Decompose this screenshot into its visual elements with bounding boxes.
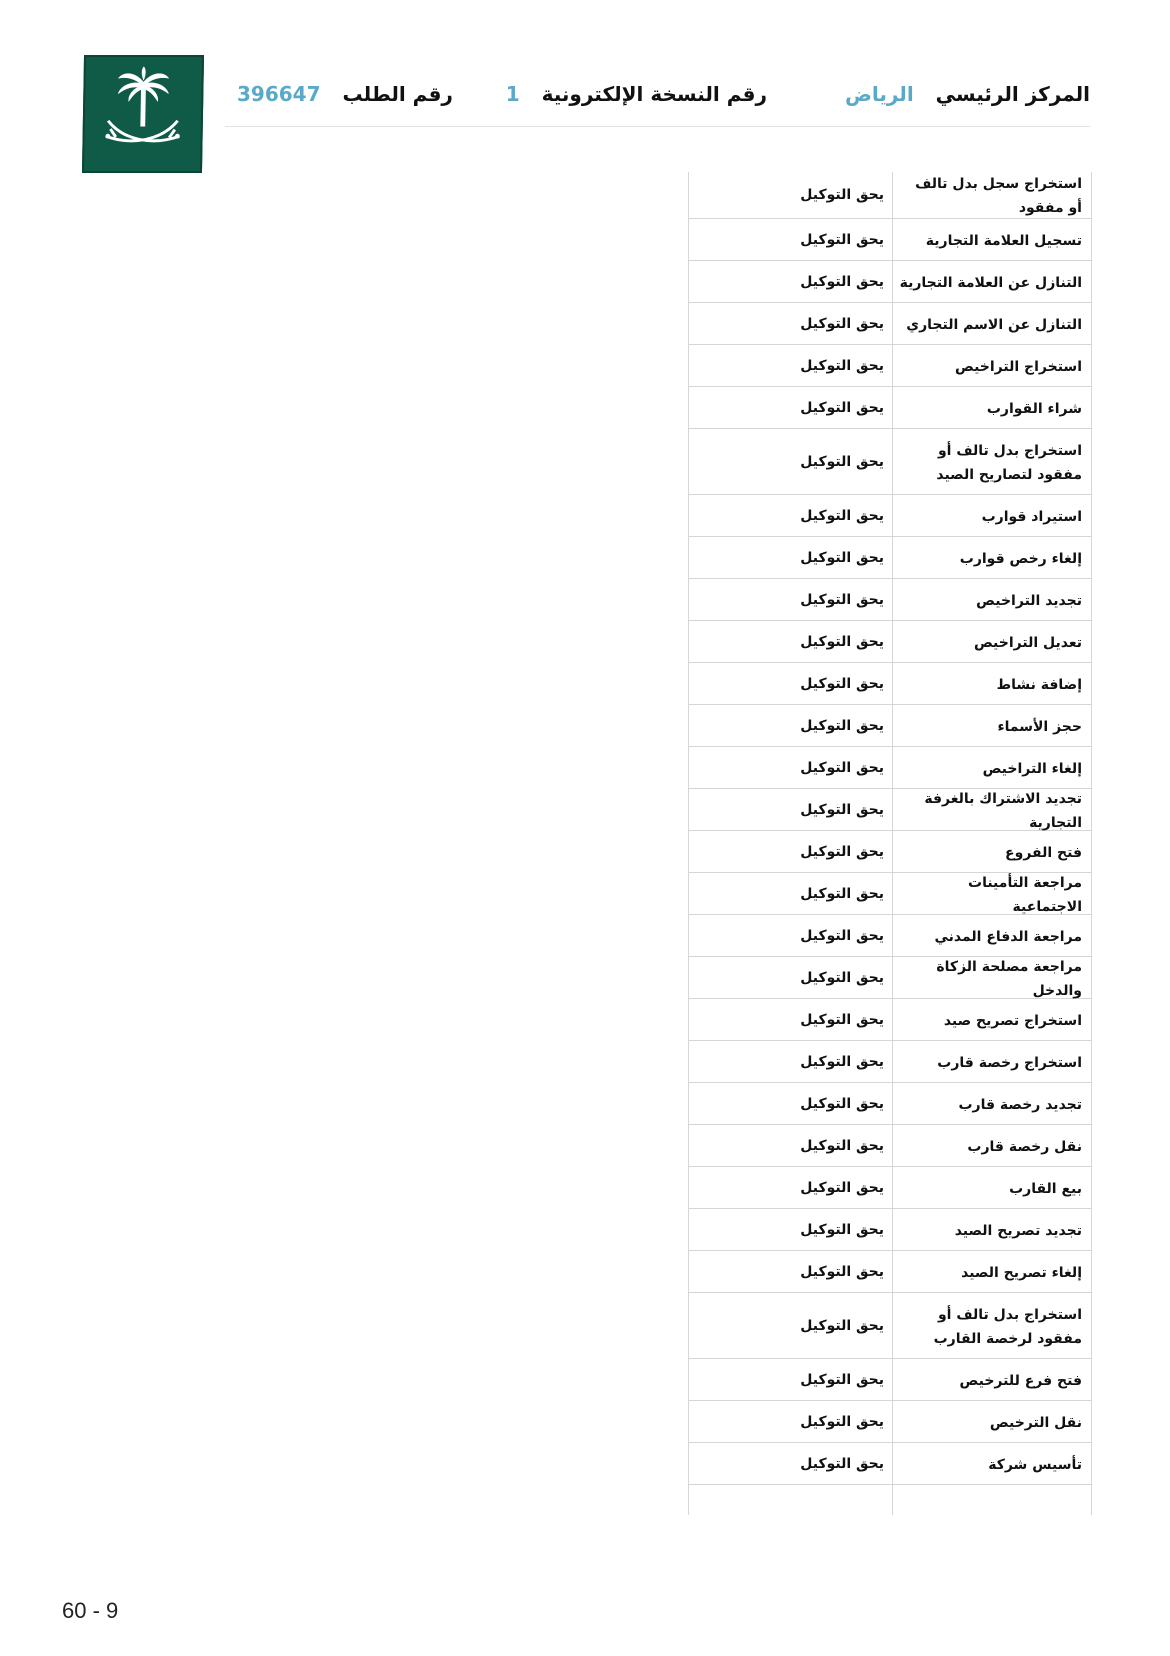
saudi-emblem-icon [82, 55, 204, 173]
authorization-cell: يحق التوكيل [800, 1221, 884, 1238]
service-name-cell: تسجيل العلامة التجارية [892, 219, 1091, 260]
table-row [689, 705, 1091, 747]
authorization-cell: يحق التوكيل [800, 453, 884, 470]
authorization-cell: يحق التوكيل [800, 399, 884, 416]
authorization-cell: يحق التوكيل [800, 1263, 884, 1280]
authorization-cell: يحق التوكيل [800, 801, 884, 818]
authorization-cell: يحق التوكيل [800, 675, 884, 692]
authorization-cell: يحق التوكيل [800, 315, 884, 332]
table-row [689, 1443, 1091, 1485]
service-name-cell: تجديد الاشتراك بالغرفة التجارية [892, 789, 1091, 830]
table-row [689, 1167, 1091, 1209]
table-row [689, 789, 1091, 831]
table-row [689, 1083, 1091, 1125]
page-number: 60 - 9 [62, 1598, 119, 1623]
service-name-cell: تجديد رخصة قارب [892, 1083, 1091, 1124]
service-name-cell: بيع القارب [892, 1167, 1091, 1208]
authorization-cell: يحق التوكيل [800, 717, 884, 734]
service-name-cell: حجز الأسماء [892, 705, 1091, 746]
table-row [689, 747, 1091, 789]
request-number-label: رقم الطلب [342, 82, 453, 106]
authorization-cell: يحق التوكيل [800, 1413, 884, 1430]
authorization-cell: يحق التوكيل [800, 759, 884, 776]
authorization-cell: يحق التوكيل [800, 231, 884, 248]
table-row [689, 429, 1091, 495]
service-name-cell: مراجعة التأمينات الاجتماعية [892, 873, 1091, 914]
authorization-cell: يحق التوكيل [800, 1053, 884, 1070]
authorization-cell: يحق التوكيل [800, 1137, 884, 1154]
table-row [689, 219, 1091, 261]
table-row [689, 1125, 1091, 1167]
service-name-cell: التنازل عن الاسم التجاري [892, 303, 1091, 344]
empty-cell [892, 1485, 1091, 1515]
authorization-cell: يحق التوكيل [800, 927, 884, 944]
service-name-cell: استخراج رخصة قارب [892, 1041, 1091, 1082]
service-name-cell: فتح فرع للترخيص [892, 1359, 1091, 1400]
service-name-cell: إلغاء تصريح الصيد [892, 1251, 1091, 1292]
authorization-cell: يحق التوكيل [800, 591, 884, 608]
authorization-cell: يحق التوكيل [800, 1455, 884, 1472]
table-row [689, 537, 1091, 579]
service-name-cell: تجديد التراخيص [892, 579, 1091, 620]
table-row [689, 579, 1091, 621]
table-row [689, 1293, 1091, 1359]
table-row [689, 261, 1091, 303]
empty-cell [689, 1485, 892, 1515]
service-name-cell: تعديل التراخيص [892, 621, 1091, 662]
authorization-cell: يحق التوكيل [800, 885, 884, 902]
table-row [689, 915, 1091, 957]
center-value: الرياض [844, 82, 914, 106]
authorization-cell: يحق التوكيل [800, 187, 884, 203]
authorization-cell: يحق التوكيل [800, 273, 884, 290]
table-row [689, 621, 1091, 663]
service-name-cell: إضافة نشاط [892, 663, 1091, 704]
request-number-value: 396647 [237, 82, 321, 106]
services-table [688, 172, 1092, 1515]
authorization-cell: يحق التوكيل [800, 357, 884, 374]
service-name-cell: استخراج تصريح صيد [892, 999, 1091, 1040]
table-row [689, 1359, 1091, 1401]
authorization-cell: يحق التوكيل [800, 633, 884, 650]
table-row [689, 172, 1091, 219]
table-row [689, 303, 1091, 345]
authorization-cell: يحق التوكيل [800, 1371, 884, 1388]
authorization-cell: يحق التوكيل [800, 969, 884, 986]
authorization-cell: يحق التوكيل [800, 507, 884, 524]
table-row [689, 1251, 1091, 1293]
table-row [689, 873, 1091, 915]
service-name-cell: استخراج التراخيص [892, 345, 1091, 386]
service-name-cell: استخراج بدل تالف أو مفقود لرخصة القارب [892, 1293, 1091, 1358]
table-row [689, 831, 1091, 873]
service-name-cell: مراجعة مصلحة الزكاة والدخل [892, 957, 1091, 998]
service-name-cell: التنازل عن العلامة التجارية [892, 261, 1091, 302]
table-row [689, 345, 1091, 387]
service-name-cell: فتح الفروع [892, 831, 1091, 872]
service-name-cell: نقل الترخيص [892, 1401, 1091, 1442]
copy-number-field [506, 82, 767, 106]
service-name-cell: تأسيس شركة [892, 1443, 1091, 1484]
table-row [689, 999, 1091, 1041]
center-field [845, 82, 1090, 106]
service-name-cell: نقل رخصة قارب [892, 1125, 1091, 1166]
authorization-cell: يحق التوكيل [800, 1011, 884, 1028]
copy-number-value: 1 [505, 82, 520, 106]
table-row [689, 1041, 1091, 1083]
table-row [689, 495, 1091, 537]
empty-table-row [689, 1485, 1091, 1515]
service-name-cell: تجديد تصريح الصيد [892, 1209, 1091, 1250]
service-name-cell: استخراج بدل تالف أو مفقود لتصاريح الصيد [892, 429, 1091, 494]
table-row [689, 1401, 1091, 1443]
table-row [689, 387, 1091, 429]
table-row [689, 957, 1091, 999]
authorization-cell: يحق التوكيل [800, 1095, 884, 1112]
authorization-cell: يحق التوكيل [800, 1179, 884, 1196]
service-name-cell: إلغاء التراخيص [892, 747, 1091, 788]
table-row [689, 1209, 1091, 1251]
center-label: المركز الرئيسي [935, 82, 1090, 106]
authorization-cell: يحق التوكيل [800, 1317, 884, 1334]
service-name-cell: إلغاء رخص قوارب [892, 537, 1091, 578]
copy-number-label: رقم النسخة الإلكترونية [541, 82, 767, 106]
palm-swords-icon [84, 57, 202, 171]
service-name-cell: شراء القوارب [892, 387, 1091, 428]
authorization-cell: يحق التوكيل [800, 843, 884, 860]
service-name-cell: استخراج سجل بدل تالف أو مفقود [892, 172, 1091, 218]
service-name-cell: مراجعة الدفاع المدني [892, 915, 1091, 956]
document-header [225, 70, 1090, 127]
request-number-field [237, 82, 453, 106]
service-name-cell: استيراد قوارب [892, 495, 1091, 536]
table-row [689, 663, 1091, 705]
authorization-cell: يحق التوكيل [800, 549, 884, 566]
